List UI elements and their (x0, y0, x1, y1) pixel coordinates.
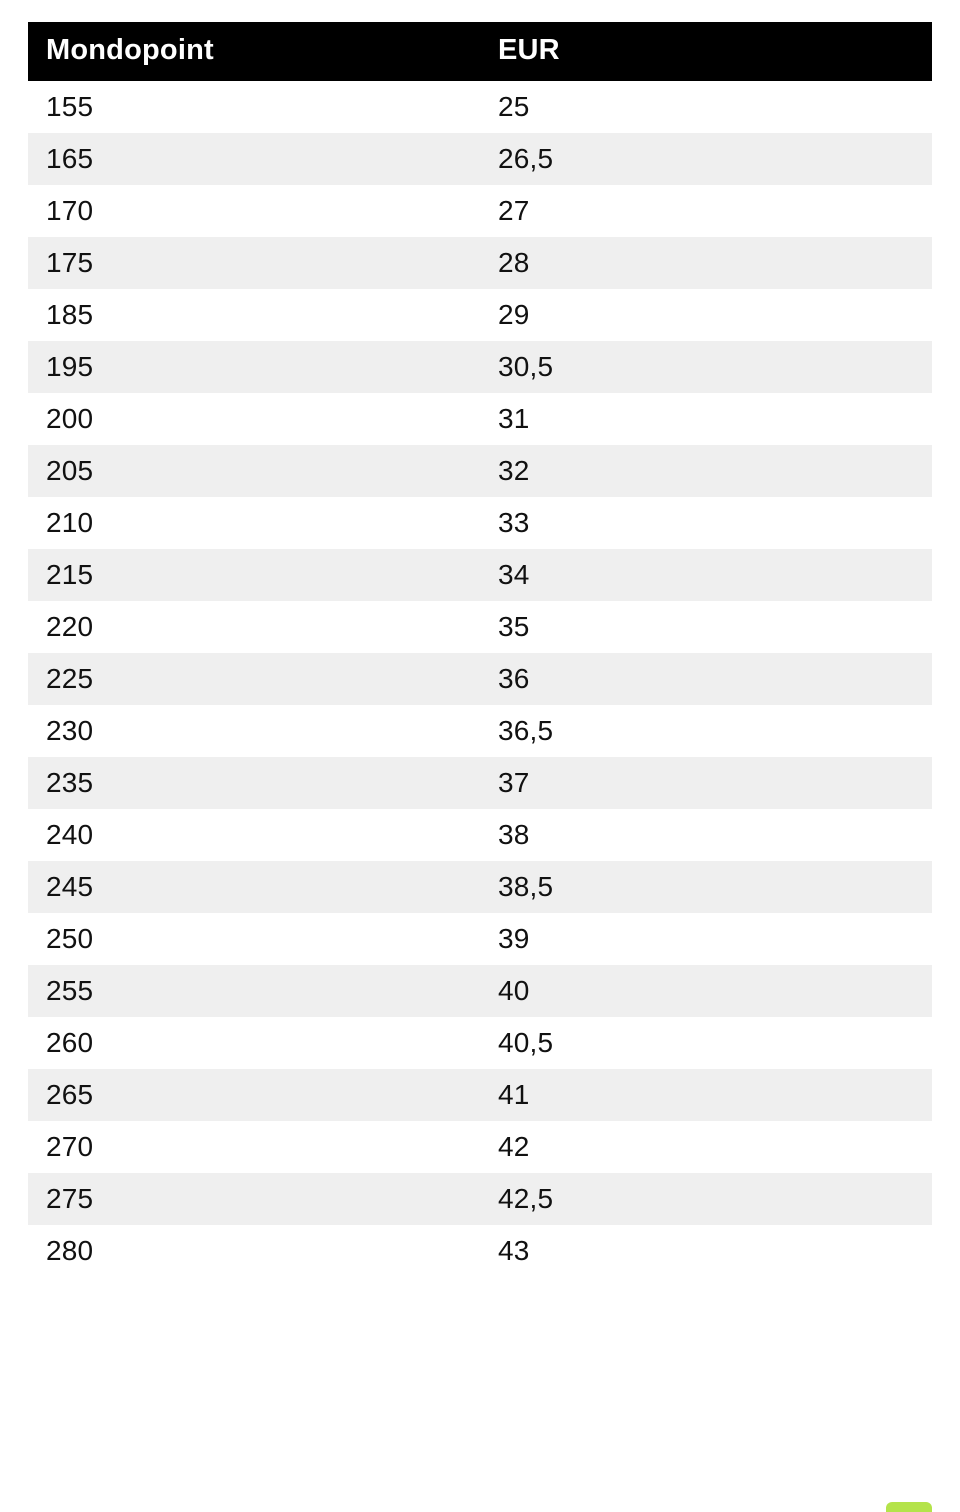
table-row (28, 861, 932, 913)
cell-mondopoint: 275 (28, 1173, 480, 1225)
table-row (28, 1069, 932, 1121)
table-body (28, 81, 932, 1277)
cell-eur: 38,5 (480, 861, 932, 913)
cell-eur: 28 (480, 237, 932, 289)
table-row (28, 653, 932, 705)
cell-eur: 33 (480, 497, 932, 549)
cell-mondopoint: 200 (28, 393, 480, 445)
table-row (28, 81, 932, 133)
table-row (28, 1225, 932, 1277)
cell-eur: 36,5 (480, 705, 932, 757)
cell-eur: 41 (480, 1069, 932, 1121)
cell-mondopoint: 265 (28, 1069, 480, 1121)
cell-mondopoint: 210 (28, 497, 480, 549)
cell-eur: 40,5 (480, 1017, 932, 1069)
table-header (28, 22, 932, 81)
cell-mondopoint: 280 (28, 1225, 480, 1277)
table-row (28, 341, 932, 393)
cell-mondopoint: 245 (28, 861, 480, 913)
table-row (28, 445, 932, 497)
table-header-row (28, 22, 932, 81)
table-row (28, 393, 932, 445)
cell-mondopoint: 165 (28, 133, 480, 185)
cell-mondopoint: 175 (28, 237, 480, 289)
cell-eur: 38 (480, 809, 932, 861)
cell-eur: 30,5 (480, 341, 932, 393)
cell-eur: 39 (480, 913, 932, 965)
table-row (28, 809, 932, 861)
cell-mondopoint: 250 (28, 913, 480, 965)
cell-eur: 42 (480, 1121, 932, 1173)
cell-mondopoint: 155 (28, 81, 480, 133)
table-row (28, 289, 932, 341)
table-row (28, 133, 932, 185)
cell-eur: 26,5 (480, 133, 932, 185)
table-row (28, 1121, 932, 1173)
cell-mondopoint: 170 (28, 185, 480, 237)
cell-mondopoint: 215 (28, 549, 480, 601)
table-row (28, 1173, 932, 1225)
table-row (28, 185, 932, 237)
cell-eur: 32 (480, 445, 932, 497)
size-conversion-table (28, 22, 932, 1277)
cell-eur: 43 (480, 1225, 932, 1277)
table-row (28, 705, 932, 757)
table-row (28, 965, 932, 1017)
column-header-mondopoint: Mondopoint (28, 22, 480, 81)
cell-mondopoint: 235 (28, 757, 480, 809)
cell-eur: 34 (480, 549, 932, 601)
cell-eur: 37 (480, 757, 932, 809)
table-row (28, 549, 932, 601)
cell-mondopoint: 270 (28, 1121, 480, 1173)
cell-eur: 35 (480, 601, 932, 653)
cell-eur: 42,5 (480, 1173, 932, 1225)
cell-mondopoint: 185 (28, 289, 480, 341)
cell-eur: 27 (480, 185, 932, 237)
cell-mondopoint: 260 (28, 1017, 480, 1069)
cell-mondopoint: 225 (28, 653, 480, 705)
table-row (28, 237, 932, 289)
table-row (28, 497, 932, 549)
cell-eur: 25 (480, 81, 932, 133)
table-row (28, 913, 932, 965)
cell-mondopoint: 230 (28, 705, 480, 757)
table-row (28, 601, 932, 653)
column-header-eur: EUR (480, 22, 932, 81)
cell-mondopoint: 220 (28, 601, 480, 653)
cell-eur: 31 (480, 393, 932, 445)
table-row (28, 1017, 932, 1069)
cell-mondopoint: 255 (28, 965, 480, 1017)
cell-mondopoint: 195 (28, 341, 480, 393)
cell-mondopoint: 240 (28, 809, 480, 861)
cell-eur: 36 (480, 653, 932, 705)
table-row (28, 757, 932, 809)
cell-eur: 40 (480, 965, 932, 1017)
cell-mondopoint: 205 (28, 445, 480, 497)
cell-eur: 29 (480, 289, 932, 341)
accent-marker (886, 1502, 932, 1512)
